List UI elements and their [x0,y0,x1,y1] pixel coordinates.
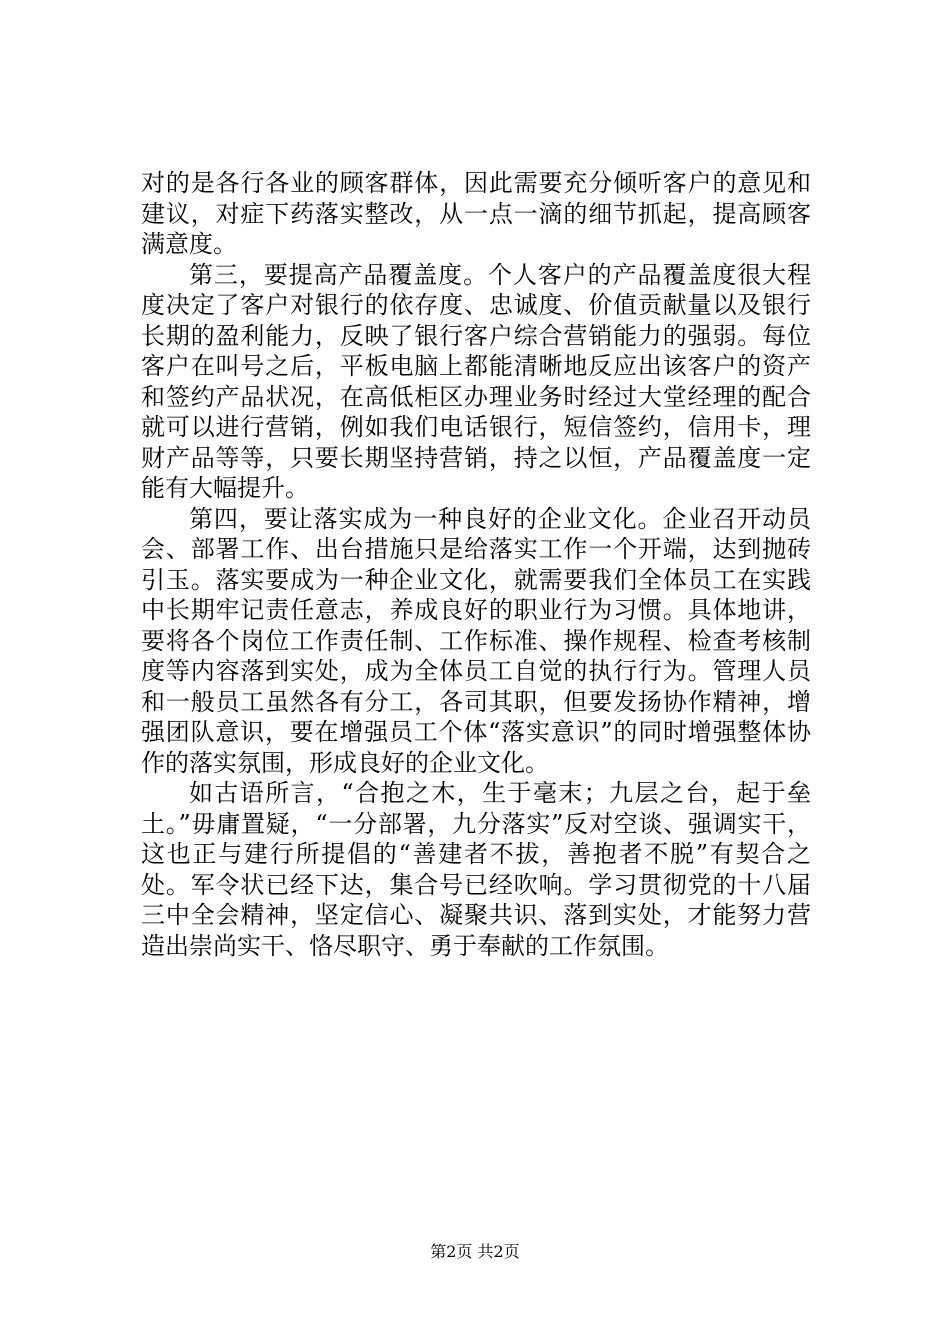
paragraph-conclusion: 如古语所言，“合抱之木，生于毫末；九层之台，起于垒土。”毋庸置疑，“一分部署，九分落实”反对空谈、强调实干，这也正与建行所提倡的“善建者不拔，善抱者不脱”有契合之处。军令状已经下达，集合号已经吹响。学习贯彻党的十八届三中全会精神，坚定信心、凝聚共识、落到实处，才能努力营造出崇尚实干、恪尽职守、勇于奉献的工作氛围。 [141,779,811,960]
paragraph-continuation: 对的是各行各业的顾客群体，因此需要充分倾听客户的意见和建议，对症下药落实整改，从一点一滴的细节抓起，提高顾客满意度。 [141,169,811,258]
page-number-footer: 第2页 共2页 [430,1242,520,1261]
paragraph-product-coverage: 第三，要提高产品覆盖度。个人客户的产品覆盖度很大程度决定了客户对银行的依存度、忠诚度、价值贡献量以及银行长期的盈利能力，反映了银行客户综合营销能力的强弱。每位客户在叫号之后，平板电脑上都能清晰地反应出该客户的资产和签约产品状况，在高低柜区办理业务时经过大堂经理的配合就可以进行营销，例如我们电话银行，短信签约，信用卡，理财产品等等，只要长期坚持营销，持之以恒，产品覆盖度一定能有大幅提升。 [141,260,811,502]
paragraph-corporate-culture: 第四，要让落实成为一种良好的企业文化。企业召开动员会、部署工作、出台措施只是给落实工作一个开端，达到抛砖引玉。落实要成为一种企业文化，就需要我们全体员工在实践中长期牢记责任意志，养成良好的职业行为习惯。具体地讲，要将各个岗位工作责任制、工作标准、操作规程、检查考核制度等内容落到实处，成为全体员工自觉的执行行为。管理人员和一般员工虽然各有分工，各司其职，但要发扬协作精神，增强团队意识，要在增强员工个体“落实意识”的同时增强整体协作的落实氛围，形成良好的企业文化。 [141,504,811,777]
document-body [141,168,811,961]
